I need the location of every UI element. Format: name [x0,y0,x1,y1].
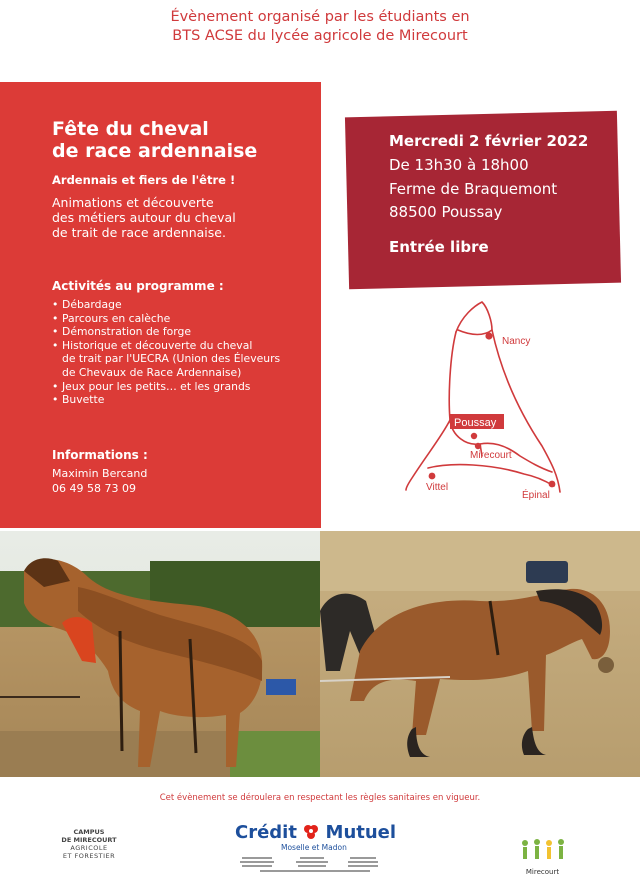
activity-item [52,380,314,394]
activity-label-continued: de trait par l'UECRA (Union des Éleveurs [62,352,281,366]
campus-logo-line-4: ET FORESTIER [62,852,116,860]
vittel-marker [429,473,436,480]
mirecourt-figures-icon [519,838,567,862]
activities-list [52,298,314,407]
contact-name: Maximin Bercand [52,467,148,480]
nancy-marker [485,332,492,339]
mirecourt-city-logo [515,838,570,876]
entry-free: Entrée libre [389,238,489,256]
horses-photo-right [320,531,640,777]
intro-line-3: de trait de race ardennaise. [52,225,226,240]
activity-item [52,325,314,339]
activity-item [52,393,314,407]
epinal-marker [549,481,556,488]
activity-label: Démonstration de forge [62,325,192,339]
credit-mutuel-logo [235,822,396,843]
event-title [52,118,312,162]
map-road [456,302,560,492]
event-tagline: Ardennais et fiers de l'être ! [52,173,236,187]
activity-label: Débardage [62,298,122,311]
activity-label: Historique et découverte du cheval [62,338,253,352]
epinal-label: Épinal [522,490,550,501]
credit-mutuel-brand-right: Mutuel [325,822,397,843]
credit-mutuel-brand-left: Crédit [235,822,297,843]
location-map [392,296,628,510]
map-road [406,332,456,490]
event-hours: De 13h30 à 18h00 [389,156,529,174]
campus-logo-line-2: DE MIRECOURT [61,836,117,844]
contact-phone[interactable]: 06 49 58 73 09 [52,482,136,495]
activity-label: Buvette [62,393,105,407]
activity-item [52,298,314,312]
campus-logo-line-3: AGRICOLE [70,844,108,852]
informations-title: Informations : [52,448,148,462]
intro-line-1: Animations et découverte [52,195,214,210]
vittel-label: Vittel [426,482,449,493]
activity-label: Parcours en calèche [62,311,171,325]
mirecourt-marker [475,443,481,449]
event-date: Mercredi 2 février 2022 [389,132,589,150]
campus-mirecourt-logo [50,828,128,860]
activities-title: Activités au programme : [52,279,224,293]
organizer-header [0,8,640,46]
activity-item [52,312,314,326]
horses-photo-right-image [320,531,640,777]
event-title-line-1: Fête du cheval [52,118,209,140]
mirecourt-logo-label: Mirecourt [525,868,560,876]
mirecourt-label: Mirecourt [470,450,512,461]
credit-mutuel-fine-print-lines [230,855,400,875]
poussay-marker [471,433,477,439]
activity-label: Jeux pour les petits… et les grands [62,379,251,393]
event-intro [52,195,314,240]
nancy-label: Nancy [502,336,531,347]
horses-photo-left-image [0,531,320,777]
event-city: 88500 Poussay [389,203,503,221]
poussay-label: Poussay [454,417,497,429]
activity-label-continued: de Chevaux de Race Ardennaise) [62,365,242,379]
horses-photo-left [0,531,320,777]
sanitary-notice: Cet évènement se déroulera en respectant les règles sanitaires en vigueur. [159,793,481,803]
header-line-2: BTS ACSE du lycée agricole de Mirecourt [172,28,468,44]
header-line-1: Évènement organisé par les étudiants en [170,9,470,25]
event-title-line-2: de race ardennaise [52,140,258,162]
event-place: Ferme de Braquemont [389,180,558,198]
credit-mutuel-subtitle: Moselle et Madon [281,843,347,852]
credit-mutuel-fine-print [230,855,400,876]
activity-item [52,339,314,380]
campus-logo-line-1: CAMPUS [73,828,105,836]
credit-mutuel-emblem-icon [303,824,319,840]
intro-line-2: des métiers autour du cheval [52,210,236,225]
